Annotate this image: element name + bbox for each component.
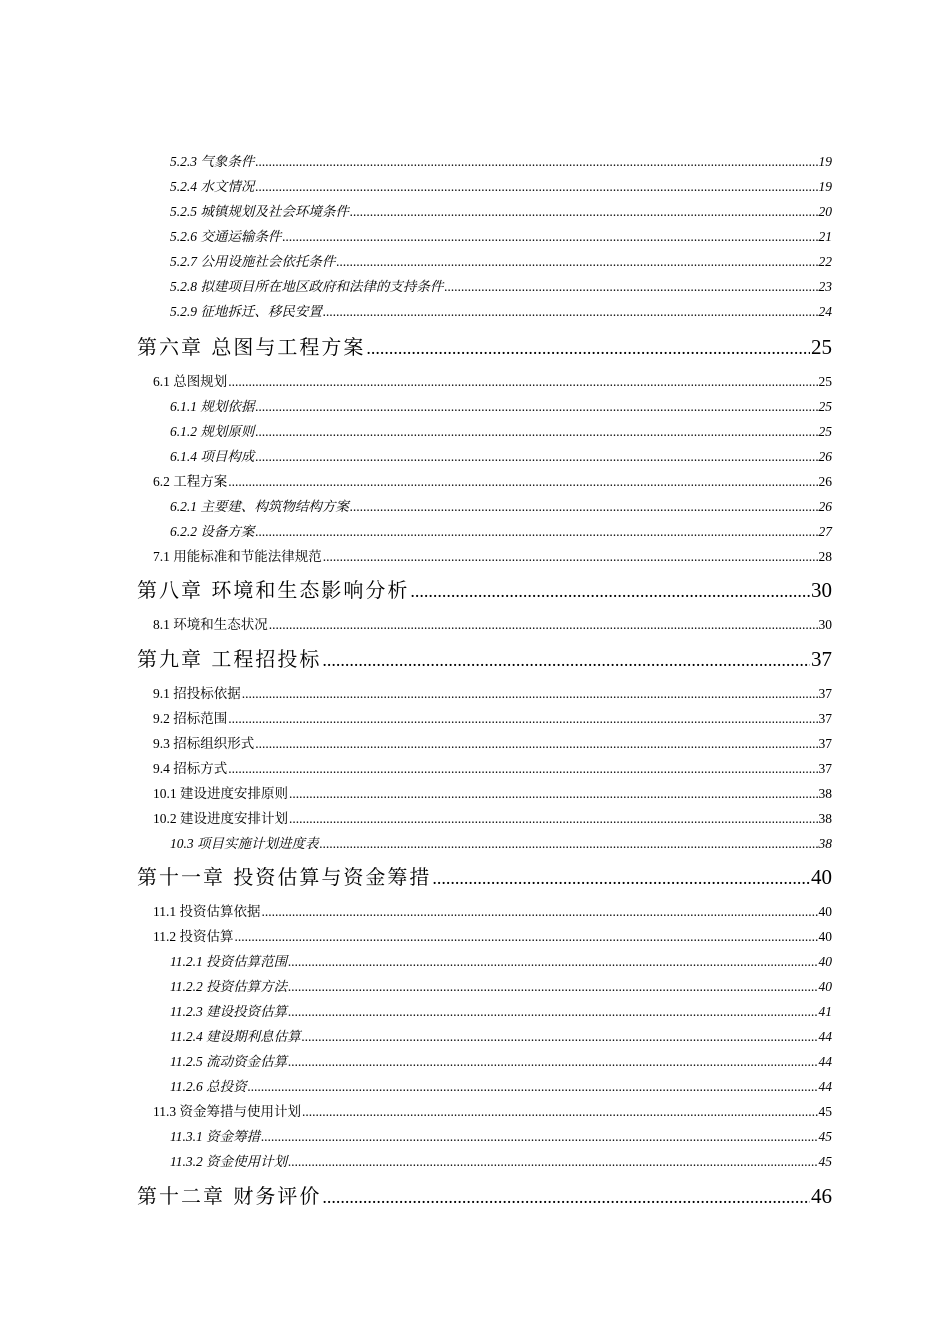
toc-entry-page: 44 — [818, 1079, 832, 1094]
toc-entry-page: 22 — [818, 254, 832, 269]
toc-entry-title: 11.1 投资估算依据 — [153, 904, 261, 919]
toc-entry-title: 8.1 环境和生态状况 — [153, 617, 268, 632]
dot-leader — [302, 1029, 818, 1045]
toc-entry-page: 38 — [818, 811, 832, 826]
toc-entry-title: 11.2.1 投资估算范围 — [170, 954, 288, 969]
toc-entry-title: 10.3 项目实施计划进度表 — [170, 836, 319, 851]
toc-entry-title: 5.2.3 气象条件 — [170, 154, 255, 169]
dot-leader — [288, 979, 817, 995]
toc-entry-11-2-5[interactable] — [170, 1050, 832, 1070]
toc-entry-11-1[interactable] — [153, 900, 832, 920]
dot-leader — [228, 711, 817, 727]
toc-entry-11-3-1[interactable] — [170, 1125, 832, 1145]
toc-entry-6-2-2[interactable] — [170, 520, 832, 540]
dot-leader — [320, 836, 818, 852]
toc-entry-title: 9.1 招投标依据 — [153, 686, 241, 701]
dot-leader — [350, 499, 818, 515]
toc-chapter-page: 46 — [811, 1184, 832, 1208]
toc-chapter-title: 第十二章 财务评价 — [137, 1184, 322, 1208]
dot-leader — [228, 474, 817, 490]
toc-entry-title: 5.2.7 公用设施社会依托条件 — [170, 254, 336, 269]
dot-leader — [255, 524, 817, 540]
toc-entry-page: 40 — [818, 904, 832, 919]
toc-chapter-page: 30 — [811, 578, 832, 602]
toc-entry-9-3[interactable] — [153, 732, 832, 752]
dot-leader — [255, 424, 817, 440]
toc-entry-page: 23 — [818, 279, 832, 294]
toc-entry-page: 44 — [818, 1054, 832, 1069]
toc-entry-page: 25 — [818, 399, 832, 414]
toc-entry-title: 5.2.8 拟建项目所在地区政府和法律的支持条件 — [170, 279, 444, 294]
dot-leader — [255, 399, 817, 415]
toc-entry-11-2-1[interactable] — [170, 950, 832, 970]
toc-entry-page: 19 — [818, 179, 832, 194]
dot-leader — [410, 581, 810, 602]
toc-entry-title: 10.1 建设进度安排原则 — [153, 786, 288, 801]
dot-leader — [255, 154, 817, 170]
toc-entry-page: 40 — [818, 929, 832, 944]
toc-entry-6-2-1[interactable] — [170, 495, 832, 515]
dot-leader — [350, 204, 818, 220]
toc-entry-6-1[interactable] — [153, 370, 832, 390]
toc-entry-page: 26 — [818, 499, 832, 514]
toc-entry-page: 44 — [818, 1029, 832, 1044]
dot-leader — [262, 904, 818, 920]
toc-entry-page: 40 — [818, 979, 832, 994]
toc-entry-title: 6.2 工程方案 — [153, 474, 228, 489]
dot-leader — [289, 786, 818, 802]
toc-entry-title: 11.2.6 总投资 — [170, 1079, 247, 1094]
toc-chapter-9[interactable] — [137, 643, 832, 672]
dot-leader — [228, 374, 817, 390]
dot-leader — [255, 179, 817, 195]
toc-entry-page: 26 — [818, 474, 832, 489]
dot-leader — [288, 954, 817, 970]
toc-entry-5-2-4[interactable] — [170, 175, 832, 195]
toc-entry-page: 40 — [818, 954, 832, 969]
toc-entry-10-1[interactable] — [153, 782, 832, 802]
toc-entry-page: 25 — [818, 424, 832, 439]
toc-entry-6-1-2[interactable] — [170, 420, 832, 440]
toc-entry-page: 45 — [818, 1154, 832, 1169]
toc-entry-title: 6.1.2 规划原则 — [170, 424, 255, 439]
dot-leader — [323, 304, 818, 320]
dot-leader — [288, 1004, 817, 1020]
toc-chapter-page: 37 — [811, 647, 832, 671]
toc-entry-11-2-3[interactable] — [170, 1000, 832, 1020]
dot-leader — [269, 617, 818, 633]
toc-entry-5-2-3[interactable] — [170, 150, 832, 170]
dot-leader — [255, 736, 817, 752]
dot-leader — [282, 229, 817, 245]
toc-entry-9-4[interactable] — [153, 757, 832, 777]
toc-entry-title: 6.2.1 主要建、构筑物结构方案 — [170, 499, 349, 514]
toc-entry-page: 24 — [818, 304, 832, 319]
toc-chapter-6[interactable] — [137, 331, 832, 360]
toc-entry-6-1-4[interactable] — [170, 445, 832, 465]
toc-chapter-title: 第十一章 投资估算与资金筹措 — [137, 865, 432, 889]
toc-entry-title: 10.2 建设进度安排计划 — [153, 811, 288, 826]
toc-chapter-12[interactable] — [137, 1180, 832, 1209]
toc-entry-title: 9.2 招标范围 — [153, 711, 228, 726]
toc-entry-page: 37 — [818, 711, 832, 726]
dot-leader — [366, 338, 810, 359]
dot-leader — [288, 1154, 817, 1170]
toc-entry-title: 11.2.4 建设期利息估算 — [170, 1029, 301, 1044]
dot-leader — [235, 929, 818, 945]
dot-leader — [228, 761, 817, 777]
dot-leader — [242, 686, 818, 702]
toc-entry-9-1[interactable] — [153, 682, 832, 702]
toc-entry-title: 11.2.5 流动资金估算 — [170, 1054, 288, 1069]
dot-leader — [302, 1104, 818, 1120]
toc-entry-page: 37 — [818, 686, 832, 701]
dot-leader — [322, 1187, 810, 1208]
toc-entry-11-3[interactable] — [153, 1100, 832, 1120]
toc-chapter-11[interactable] — [137, 861, 832, 890]
toc-entry-page: 37 — [818, 761, 832, 776]
toc-entry-title: 11.3.2 资金使用计划 — [170, 1154, 288, 1169]
toc-entry-title: 5.2.6 交通运输条件 — [170, 229, 282, 244]
toc-entry-page: 25 — [818, 374, 832, 389]
toc-entry-5-2-6[interactable] — [170, 225, 832, 245]
toc-entry-page: 38 — [818, 786, 832, 801]
toc-chapter-page: 40 — [811, 865, 832, 889]
toc-entry-title: 9.4 招标方式 — [153, 761, 228, 776]
toc-entry-page: 19 — [818, 154, 832, 169]
toc-entry-page: 38 — [818, 836, 832, 851]
dot-leader — [255, 449, 817, 465]
toc-entry-5-2-8[interactable] — [170, 275, 832, 295]
toc-entry-title: 11.2 投资估算 — [153, 929, 234, 944]
toc-entry-8-1[interactable] — [153, 613, 832, 633]
toc-chapter-title: 第六章 总图与工程方案 — [137, 335, 366, 359]
toc-entry-page: 27 — [818, 524, 832, 539]
toc-entry-title: 11.3.1 资金筹措 — [170, 1129, 261, 1144]
toc-chapter-page: 25 — [811, 335, 832, 359]
toc-chapter-title: 第九章 工程招投标 — [137, 647, 322, 671]
dot-leader — [289, 811, 818, 827]
toc-entry-title: 11.3 资金筹措与使用计划 — [153, 1104, 301, 1119]
toc-entry-6-2[interactable] — [153, 470, 832, 490]
toc-entry-10-2[interactable] — [153, 807, 832, 827]
toc-entry-title: 5.2.5 城镇规划及社会环境条件 — [170, 204, 349, 219]
toc-entry-title: 5.2.9 征地拆迁、移民安置 — [170, 304, 322, 319]
dot-leader — [248, 1079, 818, 1095]
toc-entry-page: 30 — [818, 617, 832, 632]
toc-entry-10-3[interactable] — [170, 832, 832, 852]
toc-entry-7-1[interactable] — [153, 545, 832, 565]
toc-entry-5-2-7[interactable] — [170, 250, 832, 270]
toc-entry-title: 6.1.1 规划依据 — [170, 399, 255, 414]
toc-entry-title: 6.1 总图规划 — [153, 374, 228, 389]
toc-entry-page: 45 — [818, 1129, 832, 1144]
toc-chapter-title: 第八章 环境和生态影响分析 — [137, 578, 410, 602]
toc-entry-5-2-5[interactable] — [170, 200, 832, 220]
toc-entry-page: 41 — [818, 1004, 832, 1019]
toc-entry-page: 37 — [818, 736, 832, 751]
toc-entry-9-2[interactable] — [153, 707, 832, 727]
toc-entry-page: 28 — [818, 549, 832, 564]
toc-entry-title: 11.2.2 投资估算方法 — [170, 979, 288, 994]
toc-entry-11-2-2[interactable] — [170, 975, 832, 995]
toc-entry-page: 20 — [818, 204, 832, 219]
toc-entry-title: 5.2.4 水文情况 — [170, 179, 255, 194]
toc-entry-title: 7.1 用能标准和节能法律规范 — [153, 549, 322, 564]
toc-entry-11-2-6[interactable] — [170, 1075, 832, 1095]
dot-leader — [288, 1054, 817, 1070]
dot-leader — [444, 279, 817, 295]
toc-entry-title: 11.2.3 建设投资估算 — [170, 1004, 288, 1019]
toc-entry-11-3-2[interactable] — [170, 1150, 832, 1170]
dot-leader — [322, 650, 810, 671]
dot-leader — [261, 1129, 817, 1145]
toc-chapter-8[interactable] — [137, 574, 832, 603]
toc-entry-title: 9.3 招标组织形式 — [153, 736, 255, 751]
toc-entry-page: 45 — [818, 1104, 832, 1119]
toc-entry-6-1-1[interactable] — [170, 395, 832, 415]
dot-leader — [336, 254, 817, 270]
toc-entry-5-2-9[interactable] — [170, 300, 832, 320]
toc-entry-11-2[interactable] — [153, 925, 832, 945]
dot-leader — [323, 549, 818, 565]
toc-entry-title: 6.2.2 设备方案 — [170, 524, 255, 539]
toc-entry-page: 26 — [818, 449, 832, 464]
toc-entry-11-2-4[interactable] — [170, 1025, 832, 1045]
dot-leader — [432, 868, 810, 889]
toc-entry-title: 6.1.4 项目构成 — [170, 449, 255, 464]
toc-entry-page: 21 — [818, 229, 832, 244]
